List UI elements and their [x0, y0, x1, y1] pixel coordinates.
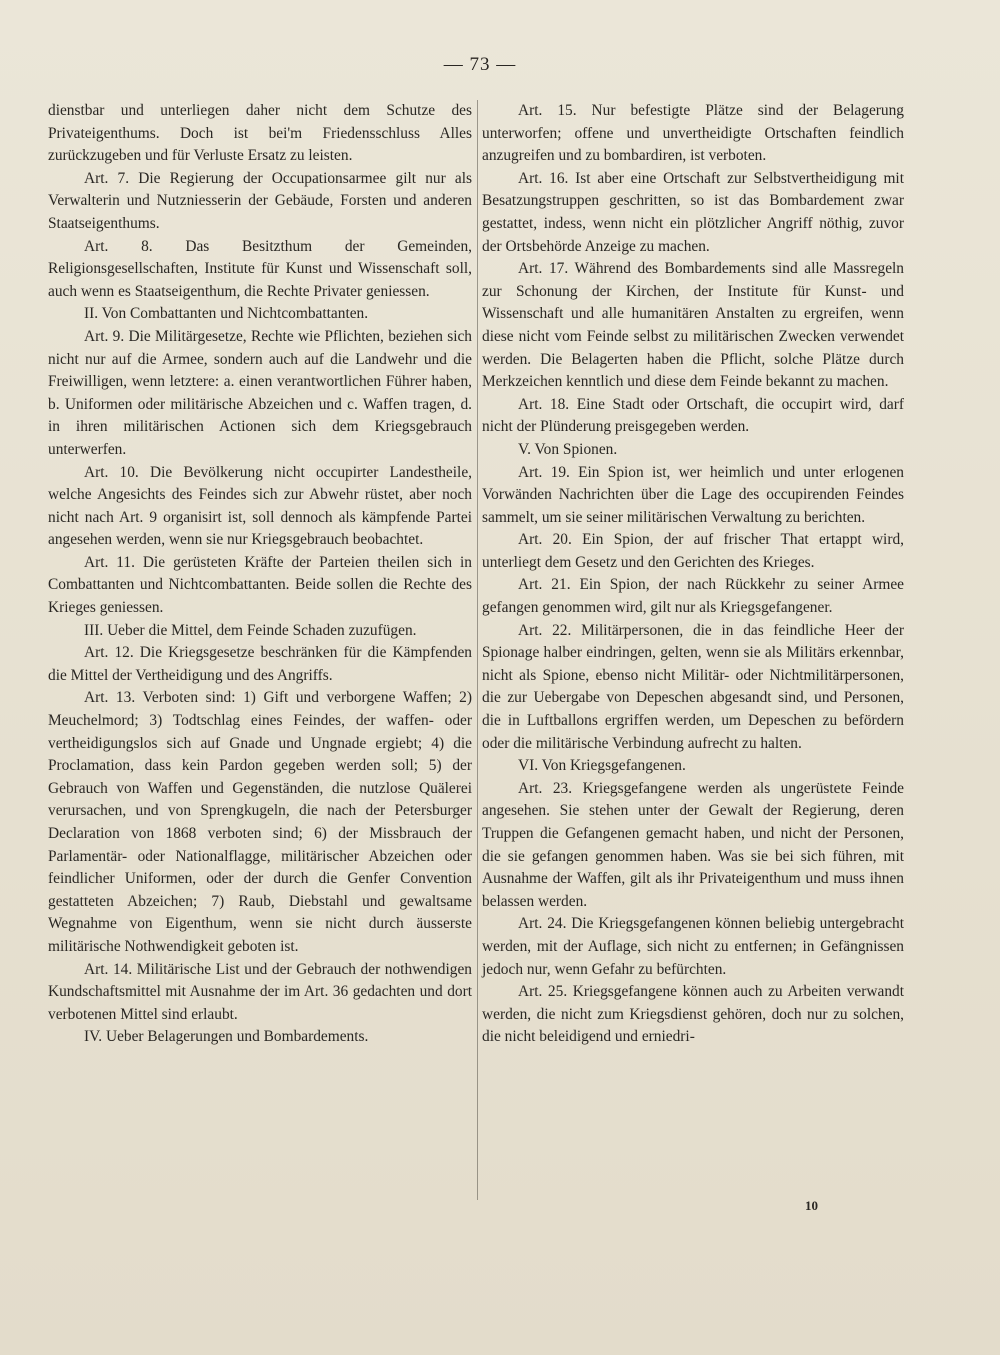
- right-column: [482, 100, 904, 1049]
- paragraph: Art. 8. Das Besitzthum der Gemeinden, Religionsgesellschaften, Institute für Kunst und Wissenschaft soll, auch wenn es Staatseigenthum, die Rechte Privater geniessen.: [48, 237, 472, 300]
- paragraph: II. Von Combattanten und Nichtcombattanten.: [84, 305, 369, 323]
- paragraph: Art. 11. Die gerüsteten Kräfte der Parteien theilen sich in Combattanten und Nichtcombattanten. Beide sollen die Rechte des Krieges geniessen.: [48, 553, 472, 617]
- paragraph: VI. Von Kriegsgefangenen.: [518, 757, 686, 775]
- paragraph: Art. 7. Die Regierung der Occupationsarmee gilt nur als Verwalterin und Nutzniesserin der Gebäude, Forsten und anderen Staatseigenthums.: [48, 169, 472, 232]
- paragraph: Art. 14. Militärische List und der Gebrauch der nothwendigen Kundschaftsmittel mit Ausnahme der im Art. 36 gedachten und dort verbotenen Mittel sind erlaubt.: [48, 960, 472, 1023]
- paragraph: Art. 12. Die Kriegsgesetze beschränken für die Kämpfenden die Mittel der Vertheidigung und des Angriffs.: [48, 644, 472, 684]
- paragraph: Art. 15. Nur befestigte Plätze sind der Belagerung unterworfen; offene und unvertheidigte Ortschaften feindlich anzugreifen und zu bombardiren, ist verboten.: [482, 102, 904, 165]
- paragraph: dienstbar und unterliegen daher nicht dem Schutze des Privateigenthums. Doch ist bei'm Friedensschluss Alles zurückzugeben und für Verluste Ersatz zu leisten.: [48, 102, 472, 165]
- paragraph: III. Ueber die Mittel, dem Feinde Schaden zuzufügen.: [84, 621, 417, 639]
- paragraph: Art. 21. Ein Spion, der nach Rückkehr zu seiner Armee gefangen genommen wird, gilt nur als Kriegsgefangener.: [482, 576, 904, 617]
- paragraph: Art. 10. Die Bevölkerung nicht occupirter Landestheile, welche Angesichts des Feindes sich zur Abwehr rüstet, aber noch nicht nach Art. 9 organisirt ist, soll dennoch als kämpfende Partei angesehen werden, wenn sie nur Kriegsgebrauch beobachtet.: [48, 463, 472, 549]
- paragraph: Art. 13. Verboten sind: 1) Gift und verborgene Waffen; 2) Meuchelmord; 3) Todtschlag eines Feindes, der waffen- oder vertheidigungslos sich auf Gnade und Ungnade ergiebt; 4) die Proclamation, dass kein Pardon gegeben werden soll; 5) der Gebrauch von Waffen und Gegenständen, die nutzlose Quälerei verursachen, und von Sprengkugeln, die nach der Petersburger Declaration von 1868 verboten sind; 6) der Missbrauch der Parlamentär- oder Nationalflagge, militärischer Abzeichen oder feindlicher Uniformen, oder der durch die Genfer Convention gestatteten Abzeichen; 7) Raub, Diebstahl und gewaltsame Wegnahme von Eigenthum, wenn sie nicht durch äusserste militärische Nothwendigkeit geboten ist.: [48, 689, 472, 955]
- paragraph: Art. 19. Ein Spion ist, wer heimlich und unter erlogenen Vorwänden Nachrichten über die Lage des occupirenden Feindes sammelt, um sie seiner militärischen Verwaltung zu berichten.: [482, 463, 904, 526]
- paragraph: Art. 24. Die Kriegsgefangenen können beliebig untergebracht werden, mit der Auflage, sich nicht zu entfernen; in Gefängnissen jedoch nur, wenn Gefahr zu befürchten.: [482, 915, 904, 978]
- page-number: — 73 —: [443, 54, 517, 75]
- paragraph: Art. 9. Die Militärgesetze, Rechte wie Pflichten, beziehen sich nicht nur auf die Armee, sondern auch auf die Landwehr und die Freiwilligen, wenn letztere: a. einen verantwortlichen Führer haben, b. Uniformen oder militärische Abzeichen und c. Waffen tragen, d. in ihren militärischen Actionen sich dem Kriegsgebrauch unterwerfen.: [48, 327, 472, 458]
- left-column: [48, 100, 472, 1049]
- paragraph: Art. 25. Kriegsgefangene können auch zu Arbeiten verwandt werden, die nicht zum Kriegsdienst gehören, doch nur zu solchen, die nicht beleidigend und erniedri-: [482, 983, 904, 1046]
- column-divider: [477, 100, 478, 1200]
- paragraph: Art. 20. Ein Spion, der auf frischer That ertappt wird, unterliegt dem Gesetz und den Gerichten des Krieges.: [482, 531, 904, 571]
- paragraph: Art. 22. Militärpersonen, die in das feindliche Heer der Spionage halber eindringen, gelten, wenn sie als Militärs erkennbar, nicht als Spione, ebenso nicht Militär- oder Nichtmilitärpersonen, die zur Uebergabe von Depeschen abgesandt sind, und Personen, die in Luftballons ergriffen werden, um Depeschen zu befördern oder die militärische Verbindung aufrecht zu halten.: [482, 621, 904, 752]
- paragraph: Art. 17. Während des Bombardements sind alle Massregeln zur Schonung der Kirchen, der Institute für Kunst- und Wissenschaft und alle humanitären Anstalten zu ergreifen, wenn diese nicht vom Feinde selbst zu militärischen Zwecken verwendet werden. Die Belagerten haben die Pflicht, solche Plätze durch Merkzeichen kenntlich und diese dem Feinde bekannt zu machen.: [482, 260, 904, 391]
- paragraph: V. Von Spionen.: [518, 440, 618, 458]
- signature-mark: 10: [805, 1198, 818, 1213]
- paragraph: Art. 18. Eine Stadt oder Ortschaft, die occupirt wird, darf nicht der Plünderung preisgegeben werden.: [482, 395, 904, 436]
- paragraph: Art. 23. Kriegsgefangene werden als ungerüstete Feinde angesehen. Sie stehen unter der Gewalt der Regierung, deren Truppen die Gefangenen gemacht haben, und nicht der Personen, die sie gefangen genommen haben. Was sie bei sich führen, mit Ausnahme der Waffen, gilt als ihr Privateigenthum und muss ihnen belassen werden.: [482, 779, 904, 910]
- paragraph: IV. Ueber Belagerungen und Bombardements.: [84, 1028, 369, 1046]
- paragraph: Art. 16. Ist aber eine Ortschaft zur Selbstvertheidigung mit Besatzungstruppen geschritten, so ist das Bombardement zwar gestattet, indess, wenn nicht ein plötzlicher Angriff nöthig, zuvor der Ortsbehörde Anzeige zu machen.: [482, 169, 904, 255]
